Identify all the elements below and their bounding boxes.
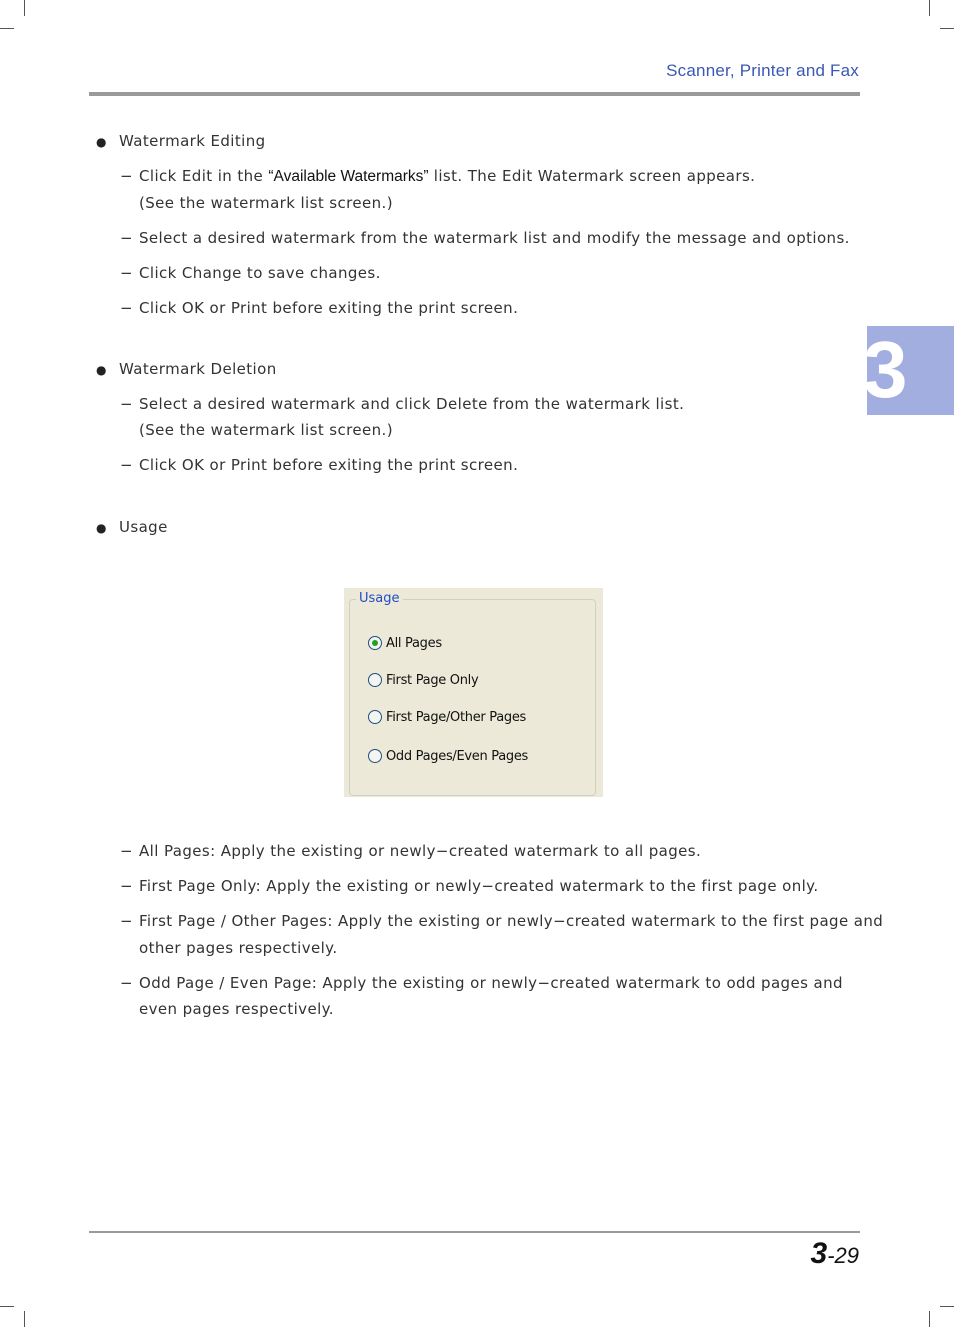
radio-option-odd-even-pages[interactable] [368,747,528,765]
section-heading: Watermark Deletion [119,360,277,378]
crop-mark [24,0,25,16]
bullet-icon: ● [96,363,107,377]
section-heading: Watermark Editing [119,132,266,150]
dash-marker: − [120,974,133,992]
list-item: First Page Only: Apply the existing or newly−created watermark to the first page only. [139,877,819,895]
quoted-list-name: “Available Watermarks” [268,168,429,185]
list-item: Click Change to save changes. [139,264,381,282]
radio-unselected-icon [368,749,382,763]
radio-unselected-icon [368,710,382,724]
list-item: Odd Page / Even Page: Apply the existing or newly−created watermark to odd pages and [139,974,843,992]
list-item: First Page / Other Pages: Apply the existing or newly−created watermark to the first page and [139,912,884,930]
dash-marker: − [120,395,133,413]
radio-unselected-icon [368,673,382,687]
page-number [811,1237,859,1271]
chapter-tab-number: 3 [863,325,908,414]
usage-group-box [349,599,596,796]
list-item: Click OK or Print before exiting the print screen. [139,299,519,317]
dash-marker: − [120,264,133,282]
radio-selected-icon [368,636,382,650]
section-heading: Usage [119,518,168,536]
radio-option-first-page-only[interactable] [368,671,478,689]
usage-screenshot [344,588,603,797]
crop-mark [24,1311,25,1327]
radio-label: First Page Only [386,672,479,688]
radio-label: All Pages [386,635,442,651]
radio-option-all-pages[interactable] [368,634,442,652]
crop-mark [0,28,14,29]
crop-mark [929,1311,930,1327]
radio-label: Odd Pages/Even Pages [386,748,529,764]
chapter-tab [863,325,954,415]
list-item: Select a desired watermark and click Delete from the watermark list. [139,395,685,413]
list-item: Select a desired watermark from the watermark list and modify the message and options. [139,229,850,247]
crop-mark [929,0,930,16]
dash-marker: − [120,456,133,474]
dash-marker: − [120,167,133,185]
radio-label: First Page/Other Pages [386,709,527,725]
list-item-subtext: other pages respectively. [139,939,338,957]
dash-marker: − [120,299,133,317]
page-number-page: -29 [827,1243,859,1268]
list-item-text: Click Edit in the [139,167,269,185]
footer-rule [89,1231,860,1233]
crop-mark [940,1306,954,1307]
dash-marker: − [120,877,133,895]
usage-group-legend: Usage [356,591,403,607]
list-item-text: list. The Edit Watermark screen appears. [428,167,756,185]
list-item-subtext: even pages respectively. [139,1000,334,1018]
crop-mark [0,1306,14,1307]
bullet-icon: ● [96,521,107,535]
header-rule [89,92,860,96]
list-item: All Pages: Apply the existing or newly−created watermark to all pages. [139,842,702,860]
radio-option-first-page-other-pages[interactable] [368,708,526,726]
bullet-icon: ● [96,135,107,149]
list-item [139,167,755,186]
dash-marker: − [120,229,133,247]
list-item-subtext: (See the watermark list screen.) [139,421,393,439]
crop-mark [940,28,954,29]
dash-marker: − [120,912,133,930]
dash-marker: − [120,842,133,860]
running-header-title: Scanner, Printer and Fax [666,61,859,80]
page-number-chapter: 3 [810,1237,828,1270]
list-item-subtext: (See the watermark list screen.) [139,194,393,212]
list-item: Click OK or Print before exiting the print screen. [139,456,519,474]
